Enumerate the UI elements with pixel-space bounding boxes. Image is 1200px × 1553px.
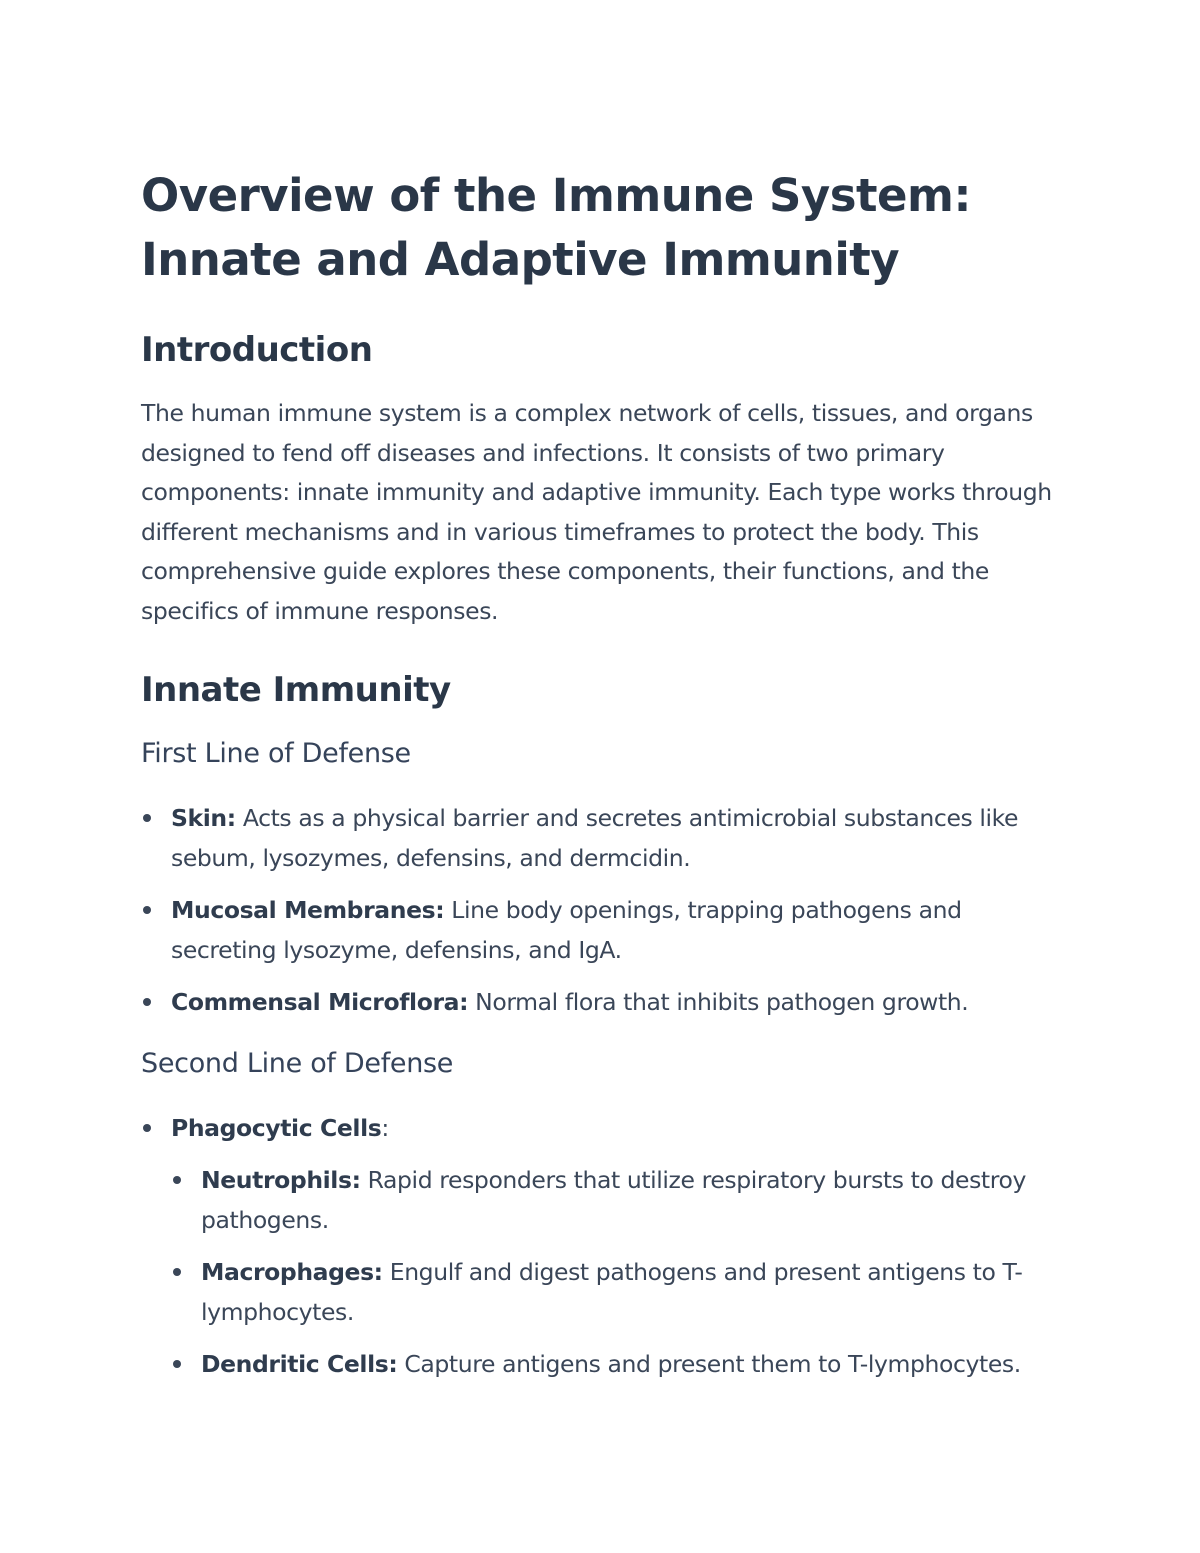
list-item-text: Engulf and digest pathogens and present antigens to T-lymphocytes. xyxy=(201,1257,1023,1326)
list-item-text: Normal flora that inhibits pathogen growth. xyxy=(468,987,969,1016)
list-item xyxy=(141,798,1066,878)
innate-immunity-heading: Innate Immunity xyxy=(141,669,451,710)
bullet-icon xyxy=(173,1268,181,1276)
list-item-separator: : xyxy=(435,895,445,924)
bullet-icon xyxy=(143,906,151,914)
list-item-text: Capture antigens and present them to T-lymphocytes. xyxy=(397,1349,1021,1378)
list-item-separator: : xyxy=(226,803,236,832)
phagocytic-cells-list xyxy=(171,1160,1066,1384)
list-item xyxy=(171,1344,1066,1384)
list-item-separator: : xyxy=(459,987,469,1016)
second-line-heading: Second Line of Defense xyxy=(141,1047,454,1079)
second-line-list xyxy=(141,1108,1066,1384)
list-item xyxy=(171,1160,1066,1240)
list-item-term: Skin xyxy=(171,803,227,832)
list-item-separator: : xyxy=(381,1113,389,1142)
list-item xyxy=(141,1108,1066,1384)
bullet-icon xyxy=(143,1124,151,1132)
list-item-separator: : xyxy=(351,1165,361,1194)
bullet-icon xyxy=(173,1176,181,1184)
introduction-heading: Introduction xyxy=(141,330,373,370)
list-item xyxy=(171,1252,1066,1332)
first-line-list xyxy=(141,798,1066,1022)
list-item-text: Rapid responders that utilize respiratory bursts to destroy pathogens. xyxy=(201,1165,1026,1234)
list-item-separator: : xyxy=(373,1257,383,1286)
bullet-icon xyxy=(143,814,151,822)
list-item-separator: : xyxy=(388,1349,398,1378)
list-item-term: Dendritic Cells xyxy=(201,1349,389,1378)
list-item-text: Acts as a physical barrier and secretes antimicrobial substances like sebum, lysozymes, defensins, and dermcidin. xyxy=(171,803,1019,872)
list-item xyxy=(141,890,1066,970)
first-line-heading: First Line of Defense xyxy=(141,737,411,769)
list-item-term: Macrophages xyxy=(201,1257,374,1286)
list-item-term: Phagocytic Cells xyxy=(171,1113,382,1142)
list-item-term: Mucosal Membranes xyxy=(171,895,436,924)
bullet-icon xyxy=(143,998,151,1006)
document-title: Overview of the Immune System: Innate and Adaptive Immunity xyxy=(141,169,971,286)
document-page xyxy=(141,164,1066,1396)
list-item xyxy=(141,982,1066,1022)
list-item-text: Line body openings, trapping pathogens and secreting lysozyme, defensins, and IgA. xyxy=(171,895,962,964)
introduction-paragraph: The human immune system is a complex network of cells, tissues, and organs designed to fend off diseases and infections. It consists of two primary components: innate immunity and adaptive immunity. Each type works through different mechanisms and in various timeframes to protect the body. This comprehensive guide explores these components, their functions, and the specifics of immune responses. xyxy=(141,399,1052,625)
list-item-term: Commensal Microflora xyxy=(171,987,460,1016)
bullet-icon xyxy=(173,1360,181,1368)
list-item-term: Neutrophils xyxy=(201,1165,352,1194)
